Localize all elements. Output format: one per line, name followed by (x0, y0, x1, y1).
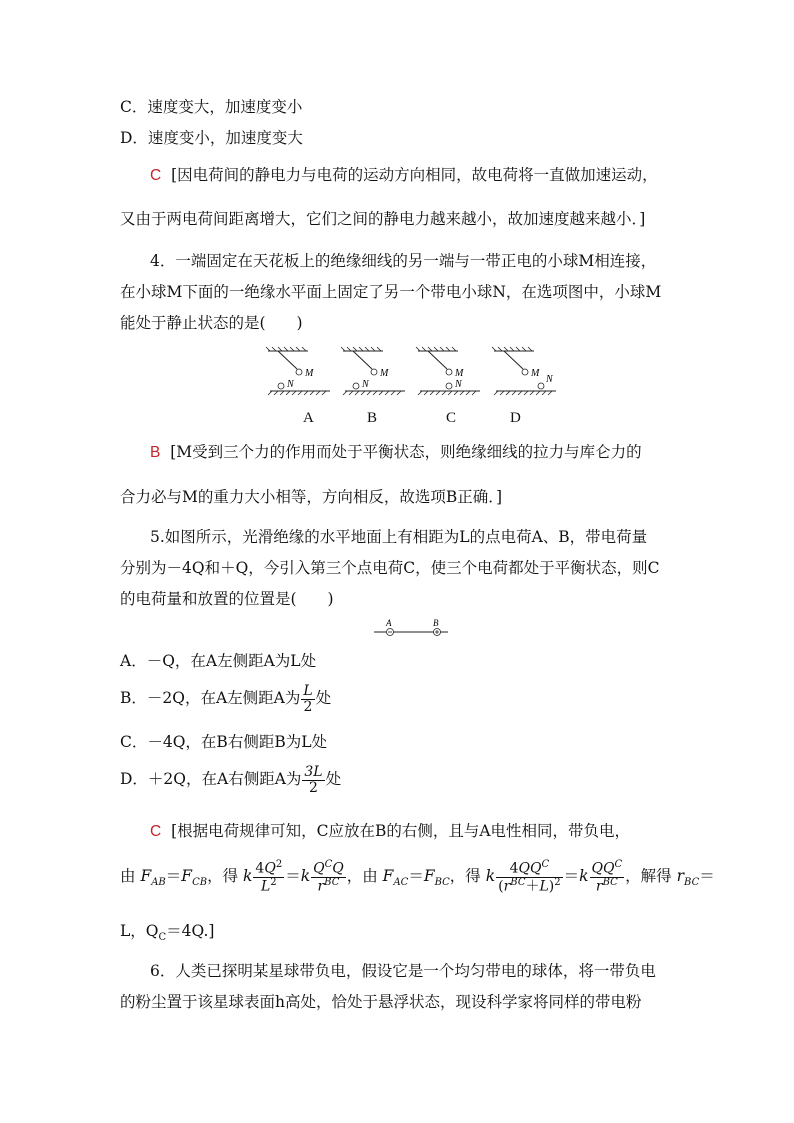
q4-stem-line-3: 能处于静止状态的是( ) (120, 314, 303, 332)
q5-figure (0, 618, 794, 642)
q5-option-b (120, 684, 331, 714)
q4-a-label-m: M (305, 368, 314, 379)
q5-figure-label-a: A (386, 618, 392, 628)
q5-answer: C (150, 823, 162, 840)
q5-stem-line-3: 的电荷量和放置的位置是( ) (120, 590, 334, 608)
q4-stem-line-1: 4．一端固定在天花板上的绝缘细线的另一端与一带正电的小球M相连接， (150, 252, 657, 270)
q3-answer: C (150, 167, 162, 184)
q4-figure (0, 345, 794, 405)
q4-b-label-m: M (380, 368, 389, 379)
q5-explain-tail-text: L，Q (120, 922, 159, 940)
q5-stem-line-2: 分别为－4Q和＋Q，今引入第三个点电荷C，使三个电荷都处于平衡状态，则C (120, 559, 660, 577)
q4-a-label-n: N (287, 379, 294, 390)
q4-figure-b (341, 347, 405, 395)
q4-explanation-line-1 (150, 441, 642, 464)
q6-stem-line-1: 6．人类已探明某星球带负电，假设它是一个均匀带电的球体，将一带负电 (150, 962, 656, 980)
q5-option-c: C．－4Q，在B右侧距B为L处 (120, 733, 328, 751)
q3-explanation-line-2: 又由于两电荷间距离增大，它们之间的静电力越来越小，故加速度越来越小．] (120, 210, 646, 228)
q4-figure-c (416, 347, 480, 395)
q3-explain-text-1: [因电荷间的静电力与电荷的运动方向相同，故电荷将一直做加速运动， (171, 166, 658, 184)
q4-explain-text-1: [M受到三个力的作用而处于平衡状态，则绝缘细线的拉力与库仑力的 (170, 443, 642, 461)
q5-figure-label-b: B (433, 618, 439, 628)
q5-explanation-formula: 由 $F_{AB}=F_{CB}$，得 k $\frac{4Q^2}{L^2}$ ＝k $\frac{Q^CQ}{r^{BC}}$ ，由 $F_{AC}=F_{BC}$，得 k $\frac{4QQ^C}{(r^{BC}+L)^2}$ ＝k $\frac{QQ^C}{r^{BC}}$ ，解得 $r_{BC}=$ (120, 859, 715, 895)
q5-option-d-text: D．＋2Q，在A右侧距A为 (120, 770, 302, 789)
q4-c-label-m: M (455, 368, 464, 379)
q5-option-b-denominator: 2 (303, 698, 313, 715)
q5-explain-text-1: [根据电荷规律可知，C应放在B的右侧，且与A电性相同，带负电， (171, 822, 631, 840)
q5-option-d-denominator: 2 (309, 779, 318, 796)
q5-explain-tail-sub: C (158, 932, 167, 944)
q5-option-a: A．－Q，在A左侧距A为L处 (120, 652, 317, 670)
q5-option-b-fraction (301, 684, 314, 714)
q4-figure-label-c: C (446, 410, 457, 426)
q5-stem-line-1: 5.如图所示，光滑绝缘的水平地面上有相距为L的点电荷A、B，带电荷量 (150, 528, 648, 546)
q4-answer: B (150, 444, 161, 461)
q5-option-d-tail: 处 (325, 770, 342, 789)
q4-figure-label-b: B (367, 410, 378, 426)
q4-explanation-line-2: 合力必与M的重力大小相等，方向相反，故选项B正确．] (120, 488, 503, 506)
q5-explain-tail-end: ＝4Q.] (166, 922, 215, 940)
q5-option-b-tail: 处 (315, 689, 332, 708)
q5-option-d (120, 765, 341, 795)
q3-option-c: C．速度变大，加速度变小 (120, 98, 303, 116)
q5-option-d-numerator: 3L (304, 764, 323, 780)
q6-stem-line-2: 的粉尘置于该星球表面h高处，恰处于悬浮状态，现设科学家将同样的带电粉 (120, 993, 642, 1011)
q4-stem-line-2: 在小球M下面的一绝缘水平面上固定了另一个带电小球N，在选项图中，小球M (120, 283, 662, 301)
q4-figure-label-a: A (303, 410, 314, 426)
q5-option-b-text: B．－2Q，在A左侧距A为 (120, 689, 301, 708)
q4-figure-a (266, 347, 330, 395)
q4-b-label-n: N (362, 379, 369, 390)
q5-explanation-tail (120, 920, 214, 949)
q5-option-d-fraction (302, 765, 324, 795)
q3-explanation-line-1 (150, 164, 658, 187)
q4-figure-d (492, 347, 556, 395)
q5-explanation-line-1 (150, 820, 630, 843)
q3-option-d: D．速度变小，加速度变大 (120, 129, 303, 147)
q4-d-label-n: N (546, 374, 553, 385)
q4-figure-label-d: D (510, 410, 521, 426)
q4-d-label-m: M (531, 368, 540, 379)
q4-c-label-n: N (455, 379, 462, 390)
q5-option-b-numerator: L (303, 683, 313, 699)
